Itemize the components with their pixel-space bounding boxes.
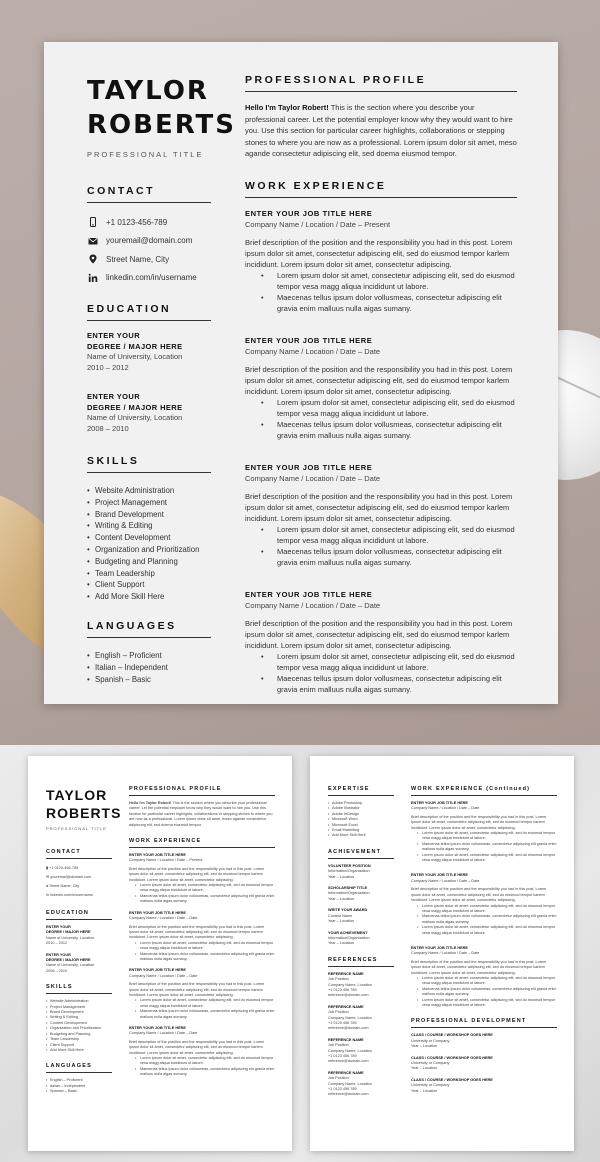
job-bullet: • Maecenas tellus ipsum dolor vollusmeas, consectetur adipiscing elit gravia enim malluus nulla aigas sumany. xyxy=(261,419,517,441)
thumb2-job-bullets xyxy=(411,976,557,1008)
achievement-loc: Year – Location xyxy=(328,941,355,946)
job-meta: Company Name / Location / Date – Date xyxy=(245,346,381,356)
job-meta: Company Name / Location / Date – Date xyxy=(245,600,381,610)
thumb-skills-list xyxy=(46,999,112,1053)
thumb-degree: DEGREE / MAJOR HERE xyxy=(46,958,91,963)
thumb-email xyxy=(46,873,112,882)
skill-item: • Team Leadership xyxy=(87,568,211,580)
education-entry xyxy=(87,392,211,434)
course-loc: Year – Location xyxy=(411,1088,438,1093)
thumb-job-title: ENTER YOUR JOB TITLE HERE xyxy=(129,1026,186,1030)
job-title: ENTER YOUR JOB TITLE HERE xyxy=(245,462,373,472)
skills-list xyxy=(87,485,211,603)
thumb-skill: • Budgeting and Planning xyxy=(46,1032,112,1037)
thumb-skill: • Team Leadership xyxy=(46,1037,112,1042)
reference-email: reference@domain.com xyxy=(328,1026,369,1031)
professional-title: PROFESSIONAL TITLE xyxy=(87,150,204,159)
job-description: Brief description of the position and the responsibility you had in this post. Lorem ipsum dolor sit amet, consectetur adipiscing elit, sed do eiusmod tempor karlem incididunt. Lorem ipsum dolor sit amet, consectetur adipiscing. xyxy=(245,237,513,269)
achievement-org: Information/Organization xyxy=(328,935,370,940)
thumb-skill: • Project Management xyxy=(46,1005,112,1010)
expertise-item: • Adobe Photoshop xyxy=(328,801,394,806)
thumb2-job-bullet: • Maecenas tellus ipsum dolor vollusmeas, consectetur adipiscing elit gravia enim malluus nulla aigas sumany. xyxy=(417,914,557,925)
thumb-address xyxy=(46,882,112,891)
thumb2-job-bullet: • Lorem ipsum dolor sit amet, consectetur adipiscing elit, sed do eiusmod tempor vesa magg aliqua incididunt ut labore. xyxy=(417,853,557,864)
job-bullet: • Lorem ipsum dolor sit amet, consectetur adipiscing elit, sed do eiusmod tempor vesa magg aliqua incididunt ut labore. xyxy=(261,270,517,292)
skill-item: • Budgeting and Planning xyxy=(87,556,211,568)
achievement-loc: Year – Location xyxy=(328,874,355,879)
expertise-item: • Email Marketing xyxy=(328,828,394,833)
thumb-linkedin-text: linkedin.com/in/username xyxy=(50,893,94,897)
education-years: 2010 – 2012 xyxy=(87,362,129,372)
thumb-years: 2010 – 2012 xyxy=(46,941,68,946)
reference-position: Job Position xyxy=(328,1076,349,1081)
skill-item: • Add More Skill Here xyxy=(87,591,211,603)
profile-intro: Hello I'm Taylor Robert! xyxy=(245,103,329,112)
job-title: ENTER YOUR JOB TITLE HERE xyxy=(245,335,373,345)
job-entry xyxy=(245,208,517,314)
thumb-university: Name of University, Location xyxy=(46,935,95,940)
job-description: Brief description of the position and the responsibility you had in this post. Lorem ipsum dolor sit amet, consectetur adipiscing elit, sed do eiusmod tempor karlem incididunt. Lorem ipsum dolor sit amet, consectetur adipiscing. xyxy=(245,491,513,523)
degree-line1: ENTER YOUR xyxy=(87,392,141,401)
thumb2-sidebar xyxy=(328,786,394,1098)
university: Name of University, Location xyxy=(87,413,183,422)
thumb-job-bullet: • Lorem ipsum dolor sit amet, consectetur adipiscing elit, sed do eiusmod tempor vesa magg aliqua incididunt ut labore. xyxy=(135,998,275,1009)
thumb2-job-desc: Brief description of the position and the responsibility you had in this post. Lorem ipsum dolor sit amet, consectetur adipiscing elit, sed do eiusmod tempor karlem incididunt. Lorem ipsum dolor sit amet, consectetur adipiscing. xyxy=(411,959,547,975)
thumb2-job-meta: Company Name / Location / Date – Date xyxy=(411,806,480,811)
job-description: Brief description of the position and the responsibility you had in this post. Lorem ipsum dolor sit amet, consectetur adipiscing elit, sed do eiusmod tempor karlem incididunt. Lorem ipsum dolor sit amet, consectetur adipiscing. xyxy=(245,618,513,650)
job-bullets xyxy=(245,524,517,568)
course-loc: Year – Location xyxy=(411,1066,438,1071)
profile-body: This is the section where you describe your professional career. Let the potential employer know why they would want to hire you. Use this section for particular career highlights, collaborations or stepping stones to where you are now as a professional. Lorem ipsum dolor sit amet, meso agande consectetur adipiscing elit, sed doema eiusmod tempor. xyxy=(245,103,517,159)
skill-item: • Website Administration xyxy=(87,485,211,497)
profile-heading: PROFESSIONAL PROFILE xyxy=(245,74,517,92)
thumb2-main xyxy=(411,786,557,1094)
first-name: TAYLOR xyxy=(87,76,209,106)
job-title: ENTER YOUR JOB TITLE HERE xyxy=(245,208,373,218)
contact-phone xyxy=(87,213,211,232)
resume-main xyxy=(245,74,517,695)
thumb2-job-meta: Company Name / Location / Date – Date xyxy=(411,878,480,883)
achievement-org: Information/Organization xyxy=(328,891,370,896)
education-entry xyxy=(87,331,211,373)
job-bullets xyxy=(245,270,517,314)
thumb2-job-bullet: • Lorem ipsum dolor sit amet, consectetur adipiscing elit, sed do eiusmod tempor vesa magg aliqua incididunt ut labore. xyxy=(417,904,557,915)
thumb-job-desc: Brief description of the position and the responsibility you had in this post. Lorem ipsum dolor sit amet, consectetur adipiscing elit, sed do eiusmod tempor karlem incididunt. Lorem ipsum dolor sit amet, consectetur adipiscing. xyxy=(129,1039,265,1055)
expertise-heading: EXPERTISE xyxy=(328,786,394,796)
job-bullets xyxy=(245,651,517,695)
expertise-item: • Microsoft Excel xyxy=(328,823,394,828)
thumb-last-name: ROBERTS xyxy=(46,805,122,821)
languages-list xyxy=(87,650,211,685)
phone-icon xyxy=(87,216,99,228)
pd-heading: PROFESSIONAL DEVELOPMENT xyxy=(411,1018,557,1028)
thumb-job-bullet: • Maecenas tellus ipsum dolor vollusmeas, consectetur adipiscing elit gravia enim malluus nulla aigas sumany. xyxy=(135,1009,275,1020)
achievement-loc: Year – Location xyxy=(328,919,355,924)
thumb-skill: • Brand Development xyxy=(46,1010,112,1015)
job-bullet: • Maecenas tellus ipsum dolor vollusmeas, consectetur adipiscing elit gravia enim malluus nulla aigas sumany. xyxy=(261,673,517,695)
expertise-item: • Adobe InDesign xyxy=(328,812,394,817)
job-description: Brief description of the position and the responsibility you had in this post. Lorem ipsum dolor sit amet, consectetur adipiscing elit, sed do eiusmod tempor karlem incididunt. Lorem ipsum dolor sit amet, consectetur adipiscing. xyxy=(245,364,513,396)
skill-item: • Content Development xyxy=(87,532,211,544)
reference-name: REFERENCE NAME xyxy=(328,1004,364,1009)
thumb-skill: • Writing & Editing xyxy=(46,1015,112,1020)
work-heading: WORK EXPERIENCE xyxy=(245,180,517,198)
degree-line1: ENTER YOUR xyxy=(87,331,141,340)
reference-name: REFERENCE NAME xyxy=(328,971,364,976)
reference-name: REFERENCE NAME xyxy=(328,1070,364,1075)
thumb-job-bullet: • Lorem ipsum dolor sit amet, consectetur adipiscing elit, sed do eiusmod tempor vesa magg aliqua incididunt ut labore. xyxy=(135,883,275,894)
languages-heading: LANGUAGES xyxy=(87,620,211,638)
linkedin-text: linkedin.com/in/username xyxy=(106,273,197,283)
resume-thumbnail-page-1 xyxy=(28,756,292,1151)
thumb-job-title: ENTER YOUR JOB TITLE HERE xyxy=(129,968,186,973)
thumb2-job-desc: Brief description of the position and the responsibility you had in this post. Lorem ipsum dolor sit amet, consectetur adipiscing elit, sed do eiusmod tempor karlem incididunt. Lorem ipsum dolor sit amet, consectetur adipiscing. xyxy=(411,887,547,903)
skill-item: • Brand Development xyxy=(87,509,211,521)
contact-heading: CONTACT xyxy=(87,185,211,203)
thumb-job-bullets xyxy=(129,998,275,1020)
reference-company: Company Name, Location xyxy=(328,1048,372,1053)
job-title: ENTER YOUR JOB TITLE HERE xyxy=(245,589,373,599)
job-entry xyxy=(245,589,517,695)
thumb-job-title: ENTER YOUR JOB TITLE HERE xyxy=(129,853,186,858)
achievement-heading: ACHIEVEMENT xyxy=(328,849,394,859)
thumb-work-heading: WORK EXPERIENCE xyxy=(129,838,275,848)
thumb-phone-icon: ▮ xyxy=(46,866,50,870)
achievement-title: WRITE YOUR AWARD xyxy=(328,908,368,913)
thumb-email-icon: ✉ xyxy=(46,875,51,879)
reference-position: Job Position xyxy=(328,977,349,982)
language-item: • Italian – Independent xyxy=(87,662,211,674)
references-heading: REFERENCES xyxy=(328,957,394,967)
thumb-main xyxy=(129,786,275,1078)
profile-text xyxy=(245,102,517,160)
thumb2-job-bullet: • Maecenas tellus ipsum dolor vollusmeas, consectetur adipiscing elit gravia enim malluus nulla aigas sumany. xyxy=(417,842,557,853)
expertise-list xyxy=(328,801,394,839)
expertise-item: • Adobe Illustrator xyxy=(328,806,394,811)
thumb-job-bullet: • Lorem ipsum dolor sit amet, consectetur adipiscing elit, sed do eiusmod tempor vesa magg aliqua incididunt ut labore. xyxy=(135,941,275,952)
thumb-profile-intro: Hello I'm Taylor Robert! xyxy=(129,801,172,805)
course-title: CLASS / COURSE / WORKSHOP GOES HERE xyxy=(411,1055,493,1060)
thumb-university: Name of University, Location xyxy=(46,963,95,968)
reference-phone: +1 0123 456 789 xyxy=(328,987,357,992)
thumb-education-heading: EDUCATION xyxy=(46,910,112,920)
achievement-title: VOLUNTEER POSITION xyxy=(328,863,371,868)
thumb-languages-heading: LANGUAGES xyxy=(46,1063,112,1073)
thumb-job-meta: Company Name / Location / Date – Date xyxy=(129,916,198,921)
achievement-org: Information/Organization xyxy=(328,869,370,874)
thumb-job-desc: Brief description of the position and the responsibility you had in this post. Lorem ipsum dolor sit amet, consectetur adipiscing elit, sed do eiusmod tempor karlem incididunt. Lorem ipsum dolor sit amet, consectetur adipiscing. xyxy=(129,866,265,882)
reference-position: Job Position xyxy=(328,1043,349,1048)
course-title: CLASS / COURSE / WORKSHOP GOES HERE xyxy=(411,1033,493,1038)
reference-phone: +1 0123 456 789 xyxy=(328,1020,357,1025)
reference-position: Job Position xyxy=(328,1010,349,1015)
thumb-job-bullets xyxy=(129,1056,275,1078)
thumb-contact-heading: CONTACT xyxy=(46,849,112,859)
thumb-degree: ENTER YOUR xyxy=(46,952,71,957)
thumb2-job-title: ENTER YOUR JOB TITLE HERE xyxy=(411,801,468,805)
job-entry xyxy=(245,335,517,441)
reference-company: Company Name, Location xyxy=(328,1015,372,1020)
thumb2-job-title: ENTER YOUR JOB TITLE HERE xyxy=(411,873,468,878)
thumb-professional-title: PROFESSIONAL TITLE xyxy=(46,826,107,831)
thumb-job-bullet: • Maecenas tellus ipsum dolor vollusmeas, consectetur adipiscing elit gravia enim malluus nulla aigas sumany. xyxy=(135,1067,275,1078)
contact-linkedin xyxy=(87,269,211,288)
course-org: University or Company xyxy=(411,1083,450,1088)
skill-item: • Project Management xyxy=(87,497,211,509)
job-meta: Company Name / Location / Date – Present xyxy=(245,219,391,229)
thumb-language: • Spanish – Basic xyxy=(46,1089,112,1094)
resume-thumbnail-page-2 xyxy=(310,756,574,1151)
work-continued-heading: WORK EXPERIENCE (Continued) xyxy=(411,786,557,796)
reference-email: reference@domain.com xyxy=(328,1092,369,1097)
thumb-languages-list xyxy=(46,1078,112,1094)
thumb-job-desc: Brief description of the position and the responsibility you had in this post. Lorem ipsum dolor sit amet, consectetur adipiscing elit, sed do eiusmod tempor karlem incididunt. Lorem ipsum dolor sit amet, consectetur adipiscing. xyxy=(129,924,265,940)
thumb-skills-heading: SKILLS xyxy=(46,984,112,994)
thumb-linkedin xyxy=(46,891,112,900)
thumb-job-desc: Brief description of the position and the responsibility you had in this post. Lorem ipsum dolor sit amet, consectetur adipiscing elit, sed do eiusmod tempor karlem incididunt. Lorem ipsum dolor sit amet, consectetur adipiscing. xyxy=(129,982,265,997)
job-bullet: • Lorem ipsum dolor sit amet, consectetur adipiscing elit, sed do eiusmod tempor vesa magg aliqua incididunt ut labore. xyxy=(261,397,517,419)
course-org: University or Company xyxy=(411,1061,450,1066)
degree-line2: DEGREE / MAJOR HERE xyxy=(87,402,183,412)
thumb-job-bullet: • Maecenas tellus ipsum dolor vollusmeas, consectetur adipiscing elit gravia enim malluus nulla aigas sumany. xyxy=(135,894,275,905)
job-entry xyxy=(245,462,517,568)
linkedin-icon xyxy=(87,272,99,284)
thumb-degree: DEGREE / MAJOR HERE xyxy=(46,930,91,935)
reference-company: Company Name, Location xyxy=(328,1081,372,1086)
resume-page xyxy=(44,42,558,704)
thumb-address-text: Street Name, City xyxy=(49,884,80,888)
reference-email: reference@domain.com xyxy=(328,1059,369,1064)
course-title: CLASS / COURSE / WORKSHOP GOES HERE xyxy=(411,1077,493,1082)
thumb2-job-bullet: • Lorem ipsum dolor sit amet, consectetur adipiscing elit, sed do eiusmod tempor vesa magg aliqua incididunt ut labore. xyxy=(417,976,557,987)
degree-line2: DEGREE / MAJOR HERE xyxy=(87,341,183,351)
skill-item: • Organization and Prioritization xyxy=(87,544,211,556)
education-years: 2008 – 2010 xyxy=(87,423,129,433)
thumb-skill: • Website Administration xyxy=(46,999,112,1004)
thumb-profile-heading: PROFESSIONAL PROFILE xyxy=(129,786,275,796)
thumb-email-text: youremail@domain.com xyxy=(50,875,92,879)
thumb-linkedin-icon: in xyxy=(46,893,51,897)
course-loc: Year – Location xyxy=(411,1044,438,1049)
expertise-item: • Add More Skill Here xyxy=(328,833,394,838)
phone-text: +1 0123-456-789 xyxy=(106,217,168,227)
achievement-org: Contest Name xyxy=(328,913,353,918)
thumb2-job-bullet: • Lorem ipsum dolor sit amet, consectetur adipiscing elit, sed do eiusmod tempor vesa magg aliqua incididunt ut labore. xyxy=(417,998,557,1009)
thumb-profile-text xyxy=(129,801,275,828)
thumb-location-pin-icon: ● xyxy=(46,884,50,888)
thumb2-job-bullets xyxy=(411,904,557,936)
thumb-job-bullets xyxy=(129,883,275,905)
resume-sidebar xyxy=(87,74,237,685)
email-icon xyxy=(87,235,99,247)
contact-address xyxy=(87,250,211,269)
thumb-job-meta: Company Name / Location / Date – Date xyxy=(129,1031,198,1036)
skill-item: • Client Support xyxy=(87,579,211,591)
reference-company: Company Name, Location xyxy=(328,982,372,987)
thumb-skill: • Organization and Prioritization xyxy=(46,1026,112,1031)
job-meta: Company Name / Location / Date – Date xyxy=(245,473,381,483)
thumb-phone-text: +1 0123-456-789 xyxy=(49,866,79,870)
achievement-title: SCHOLARSHIP TITLE xyxy=(328,886,368,891)
course-org: University or Company xyxy=(411,1038,450,1043)
university: Name of University, Location xyxy=(87,352,183,361)
skill-item: • Writing & Editing xyxy=(87,520,211,532)
thumb2-job-title: ENTER YOUR JOB TITLE HERE xyxy=(411,945,468,950)
thumb-job-meta: Company Name / Location / Date – Present xyxy=(129,858,203,863)
thumb-skill: • Add More Skill Here xyxy=(46,1048,112,1053)
language-item: • English – Proficient xyxy=(87,650,211,662)
thumb-job-meta: Company Name / Location / Date – Date xyxy=(129,973,198,978)
thumb-job-bullet: • Maecenas tellus ipsum dolor vollusmeas, consectetur adipiscing elit gravia enim malluus nulla aigas sumany. xyxy=(135,952,275,963)
thumb2-job-bullets xyxy=(411,831,557,863)
thumb-job-bullets xyxy=(129,941,275,963)
reference-name: REFERENCE NAME xyxy=(328,1037,364,1042)
reference-phone: +1 0123 456 789 xyxy=(328,1087,357,1092)
thumb-years: 2008 – 2010 xyxy=(46,968,68,973)
thumb-sidebar xyxy=(46,786,122,1095)
education-heading: EDUCATION xyxy=(87,303,211,321)
thumb-degree: ENTER YOUR xyxy=(46,925,71,929)
thumb-phone xyxy=(46,864,112,873)
thumb2-job-meta: Company Name / Location / Date – Date xyxy=(411,951,480,956)
job-bullet: • Lorem ipsum dolor sit amet, consectetur adipiscing elit, sed do eiusmod tempor vesa magg aliqua incididunt ut labore. xyxy=(261,524,517,546)
thumb-job-title: ENTER YOUR JOB TITLE HERE xyxy=(129,910,186,915)
achievement-title: YOUR ACHIEVEMENT xyxy=(328,930,368,935)
thumb-skill: • Content Development xyxy=(46,1021,112,1026)
thumb2-job-bullet: • Maecenas tellus ipsum dolor vollusmeas, consectetur adipiscing elit gravia enim malluus nulla aigas sumany. xyxy=(417,987,557,998)
thumb2-job-bullet: • Lorem ipsum dolor sit amet, consectetur adipiscing elit, sed do eiusmod tempor vesa magg aliqua incididunt ut labore. xyxy=(417,925,557,936)
reference-phone: +1 0123 456 789 xyxy=(328,1054,357,1058)
address-text: Street Name, City xyxy=(106,254,170,264)
reference-email: reference@domain.com xyxy=(328,993,369,998)
language-item: • Spanish – Basic xyxy=(87,674,211,686)
email-text: youremail@domain.com xyxy=(106,236,193,246)
thumb-language: • Italian – Independent xyxy=(46,1084,112,1089)
achievement-loc: Year – Location xyxy=(328,896,355,901)
thumb2-job-desc: Brief description of the position and the responsibility you had in this post. Lorem ipsum dolor sit amet, consectetur adipiscing elit, sed do eiusmod tempor karlem incididunt. Lorem ipsum dolor sit amet, consectetur adipiscing. xyxy=(411,814,547,830)
last-name: ROBERTS xyxy=(87,110,237,140)
location-pin-icon xyxy=(87,253,99,265)
job-bullet: • Lorem ipsum dolor sit amet, consectetur adipiscing elit, sed do eiusmod tempor vesa magg aliqua incididunt ut labore. xyxy=(261,651,517,673)
skills-heading: SKILLS xyxy=(87,455,211,473)
thumb-language: • English – Proficient xyxy=(46,1078,112,1083)
expertise-item: • Microsoft Word xyxy=(328,817,394,822)
job-bullets xyxy=(245,397,517,441)
job-bullet: • Maecenas tellus ipsum dolor vollusmeas, consectetur adipiscing elit gravia enim malluus nulla aigas sumany. xyxy=(261,546,517,568)
contact-email xyxy=(87,232,211,251)
thumb-profile-body: This is the section where you describe your professional career. Let the potential employer know why they would want to hire you. Use this section for particular career highlights, collaborations or stepping stones to where you are now as a professional. Lorem ipsum dolor sit amet, meso agande consectetur adipiscing elit, sed doema eiusmod tempor. xyxy=(129,801,273,827)
thumb-first-name: TAYLOR xyxy=(46,787,108,803)
thumb2-job-bullet: • Lorem ipsum dolor sit amet, consectetur adipiscing elit, sed do eiusmod tempor vesa magg aliqua incididunt ut labore. xyxy=(417,831,557,842)
thumb-job-bullet: • Lorem ipsum dolor sit amet, consectetur adipiscing elit, sed do eiusmod tempor vesa magg aliqua incididunt ut labore. xyxy=(135,1056,275,1067)
thumb-skill: • Client Support xyxy=(46,1043,112,1048)
job-bullet: • Maecenas tellus ipsum dolor vollusmeas, consectetur adipiscing elit gravia enim malluus nulla aigas sumany. xyxy=(261,292,517,314)
